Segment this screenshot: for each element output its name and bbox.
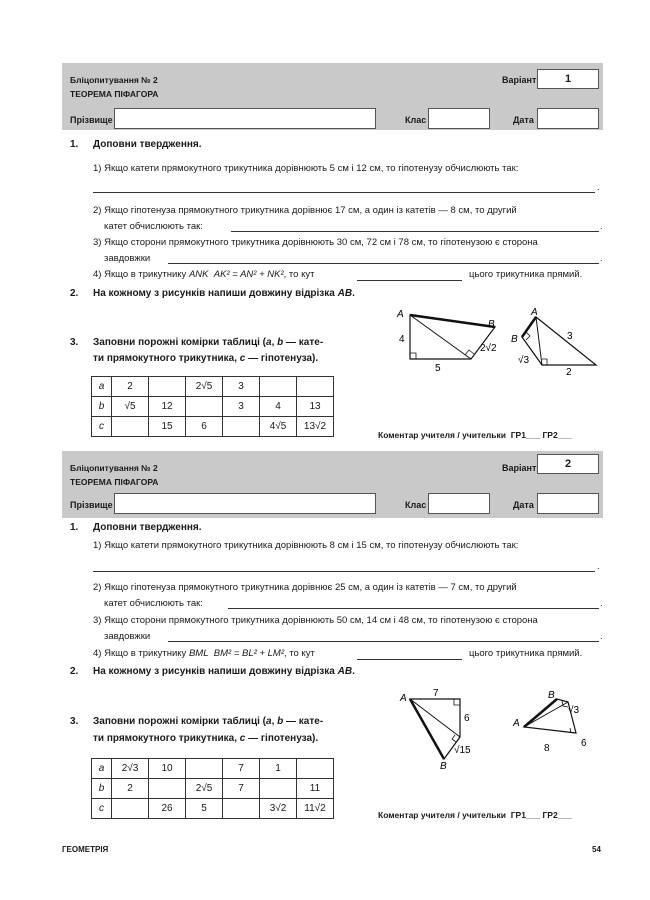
table-cell[interactable] [186,759,223,779]
statement-4: 4) Якщо в трикутнику ANK AK² = AN² + NK², то кут [93,269,315,280]
segment-ab [410,315,495,327]
variant-number: 2 [537,454,599,474]
table-variant1 [91,376,334,437]
table-cell[interactable] [149,779,186,799]
table-row [92,397,334,417]
statement-3a: 3) Якщо сторони прямокутного трикутника дорівнюють 50 см, 14 см і 48 см, то гіпотенузою є сторона [93,615,538,626]
statement-2b: катет обчислюють так: [104,221,203,232]
label-b: B [488,319,495,330]
q2-number: 2. [70,288,79,299]
page-number: 54 [592,845,601,854]
q1-number: 1. [70,522,79,533]
label-a: A [531,307,538,318]
q2-text: На кожному з рисунків напиши довжину відрізка AB. [93,288,355,299]
side-label: 4 [399,334,405,345]
variant-label: Варіант [502,75,537,85]
statement-1: 1) Якщо катети прямокутного трикутника дорівнюють 5 см і 12 см, то гіпотенузу обчислюють так: [93,163,519,174]
surname-field[interactable] [114,108,376,129]
side-label: 2√2 [480,343,497,354]
table-cell[interactable] [260,779,297,799]
table-cell: 13√2 [297,417,334,437]
answer-line[interactable] [93,571,595,572]
table-cell[interactable] [297,759,334,779]
table-cell[interactable] [297,377,334,397]
table-cell: 1 [260,759,297,779]
table-cell: 6 [186,417,223,437]
answer-line[interactable] [357,280,462,281]
table-cell[interactable] [149,377,186,397]
statement-3b: завдовжки [104,253,151,264]
side-label: 8 [544,743,550,754]
teacher-comment: Коментар учителя / учительки ГР1___ ГР2___ [378,810,572,820]
label-b: B [548,690,555,701]
quiz-subtitle: ТЕОРЕМА ПІФАГОРА [70,477,159,487]
statement-3b: завдовжки [104,631,151,642]
label-b: B [440,761,447,770]
segment-ab [410,699,444,759]
side-label: √15 [454,745,471,756]
statement-2a: 2) Якщо гіпотенуза прямокутного трикутника дорівнює 25 см, а один із катетів — 7 см, то другий [93,582,517,593]
figure-v2-2 [510,685,605,760]
side-label: 5 [435,363,441,374]
q3-line2: ти прямокутного трикутника, c — гіпотенуза). [93,733,319,744]
side-label: 6 [464,713,470,724]
q3-number: 3. [70,337,79,348]
side-label: 3 [567,331,573,342]
table-row [92,417,334,437]
variant-label: Варіант [502,463,537,473]
class-field[interactable] [428,108,490,129]
table-cell: 5 [186,799,223,819]
table-cell: 10 [149,759,186,779]
statement-4-end: цього трикутника прямий. [469,269,583,280]
table-variant2 [91,758,334,819]
table-cell: 2 [112,377,149,397]
variant-number: 1 [537,69,599,89]
table-cell: 11√2 [297,799,334,819]
table-cell[interactable] [112,799,149,819]
statement-2a: 2) Якщо гіпотенуза прямокутного трикутника дорівнює 17 см, а один із катетів — 8 см, то другий [93,205,517,216]
table-cell: 2√3 [112,759,149,779]
table-cell: 15 [149,417,186,437]
table-cell: 26 [149,799,186,819]
table-cell: a [92,377,112,397]
triangle-name: ANK [188,269,209,280]
date-field[interactable] [537,108,599,129]
footer-subject: ГЕОМЕТРІЯ [62,845,109,854]
table-cell: 2√5 [186,779,223,799]
table-cell[interactable] [223,417,260,437]
table-row [92,779,334,799]
table-cell: √5 [112,397,149,417]
answer-line[interactable] [231,231,599,232]
label-a: A [400,693,407,704]
q3-line1: Заповни порожні комірки таблиці (a, b — кате- [93,337,324,348]
surname-field[interactable] [114,493,376,514]
table-cell: 3 [223,377,260,397]
teacher-comment: Коментар учителя / учительки ГР1___ ГР2___ [378,430,572,440]
label-b: B [511,334,518,345]
q1-text: Доповни твердження. [93,139,202,150]
surname-label: Прізвище [70,500,113,510]
table-cell: 7 [223,759,260,779]
quiz-title: Бліцопитування № 2 [70,75,158,85]
statement-4: 4) Якщо в трикутнику BML BM² = BL² + LM², то кут [93,648,315,659]
variant2-header [62,451,603,518]
q2-number: 2. [70,666,79,677]
class-label: Клас [405,500,427,510]
date-field[interactable] [537,493,599,514]
statement-2b: катет обчислюють так: [104,598,203,609]
table-cell: b [92,397,112,417]
table-cell: 11 [297,779,334,799]
table-cell[interactable] [223,799,260,819]
table-row [92,377,334,397]
table-cell[interactable] [112,417,149,437]
quiz-title: Бліцопитування № 2 [70,463,158,473]
class-field[interactable] [428,493,490,514]
table-cell: 2√5 [186,377,223,397]
table-cell: c [92,799,112,819]
answer-line[interactable] [228,608,599,609]
figure-v1-1 [395,305,510,375]
statement-4-end: цього трикутника прямий. [469,648,583,659]
q1-text: Доповни твердження. [93,522,202,533]
equation: AK² = AN² + NK² [213,269,284,280]
side-label: √3 [568,705,580,716]
variant1-header [62,63,603,130]
table-cell: b [92,779,112,799]
table-cell: 13 [297,397,334,417]
answer-line[interactable] [168,263,599,264]
table-cell: 3 [223,397,260,417]
segment-ab [522,317,536,337]
table-cell: 2 [112,779,149,799]
quiz-subtitle: ТЕОРЕМА ПІФАГОРА [70,89,159,99]
table-row [92,759,334,779]
answer-line[interactable] [93,192,595,193]
q3-line1: Заповни порожні комірки таблиці (a, b — кате- [93,716,324,727]
table-cell: 12 [149,397,186,417]
side-label: √3 [518,355,530,366]
table-cell: 3√2 [260,799,297,819]
triangle-name: BML [188,648,209,659]
statement-1: 1) Якщо катети прямокутного трикутника дорівнюють 8 см і 15 см, то гіпотенузу обчислюють так: [93,540,519,551]
side-label: 6 [581,738,587,749]
q2-text: На кожному з рисунків напиши довжину відрізка AB. [93,666,355,677]
table-cell: 4√5 [260,417,297,437]
answer-line[interactable] [357,659,462,660]
label-a: A [397,309,404,320]
table-cell[interactable] [260,377,297,397]
table-row [92,799,334,819]
q3-number: 3. [70,716,79,727]
figure-v2-1 [398,685,488,770]
q3-line2: ти прямокутного трикутника, c — гіпотенуза). [93,353,319,364]
q1-number: 1. [70,139,79,150]
side-label: 7 [433,688,439,699]
figure-v1-2 [508,305,608,377]
table-cell: 4 [260,397,297,417]
equation: BM² = BL² + LM² [213,648,284,659]
date-label: Дата [513,500,534,510]
class-label: Клас [405,115,427,125]
label-a: A [513,718,520,729]
table-cell: a [92,759,112,779]
table-cell: c [92,417,112,437]
surname-label: Прізвище [70,115,113,125]
date-label: Дата [513,115,534,125]
answer-line[interactable] [168,641,599,642]
statement-3a: 3) Якщо сторони прямокутного трикутника дорівнюють 30 см, 72 см і 78 см, то гіпотенузою є сторона [93,237,538,248]
segment-ab [524,699,557,727]
table-cell: 7 [223,779,260,799]
side-label: 2 [566,367,572,377]
table-cell[interactable] [186,397,223,417]
